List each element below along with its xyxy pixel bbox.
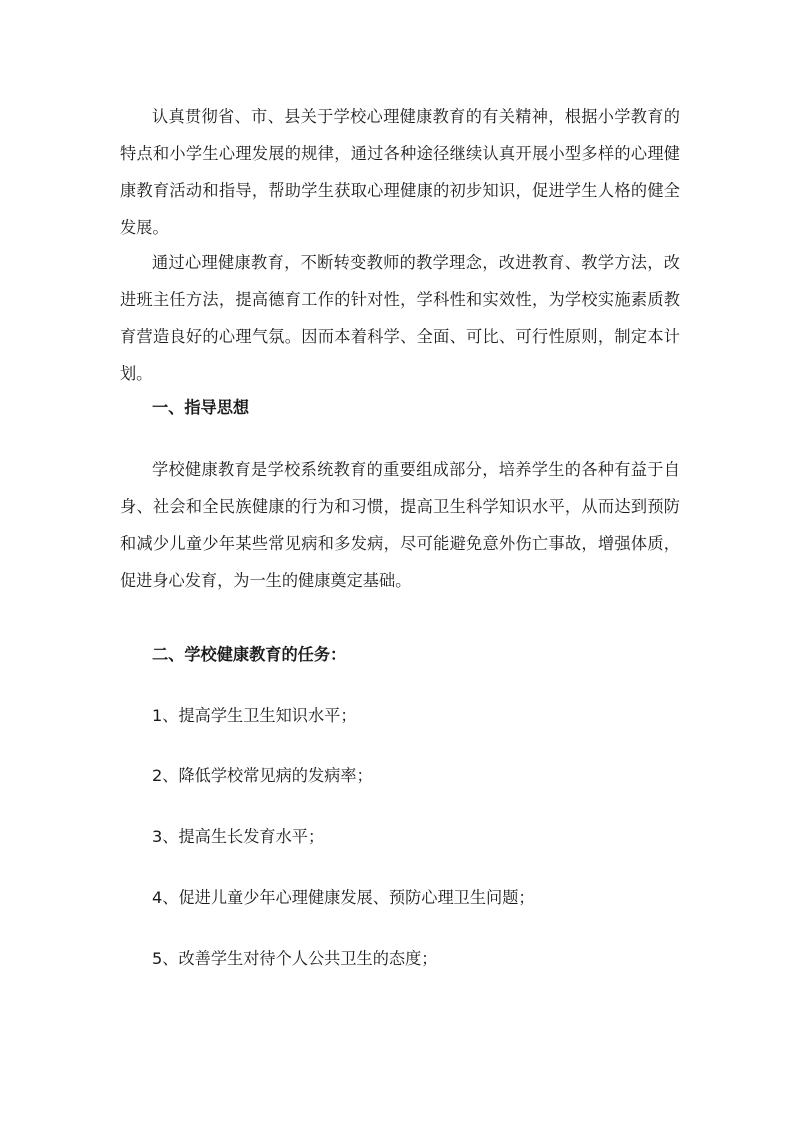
task-list-item: 4、促进儿童少年心理健康发展、预防心理卫生问题；: [152, 888, 535, 907]
task-list-item: 2、降低学校常见病的发病率；: [152, 766, 373, 785]
guiding-ideology-paragraph: 学校健康教育是学校系统教育的重要组成部分，培养学生的各种有益于自身、社会和全民族健康的行为和习惯，提高卫生科学知识水平，从而达到预防和减少儿童少年某些常见病和多发病，尽可能避免意外伤亡事故，增强体质，促进身心发育，为一生的健康奠定基础。: [120, 460, 680, 590]
intro-paragraph-2: 通过心理健康教育，不断转变教师的教学理念，改进教育、教学方法，改进班主任方法，提高德育工作的针对性，学科性和实效性，为学校实施素质教育营造良好的心理气氛。因而本着科学、全面、可比、可行性原则，制定本计划。: [120, 253, 680, 383]
section-heading-guiding-ideology: 一、指导思想: [152, 398, 250, 417]
task-list-item: 3、提高生长发育水平；: [152, 827, 325, 846]
task-list-item: 1、提高学生卫生知识水平；: [152, 706, 357, 725]
task-list-item: 5、改善学生对待个人公共卫生的态度；: [152, 949, 438, 968]
intro-paragraph-1: 认真贯彻省、市、县关于学校心理健康教育的有关精神，根据小学教育的特点和小学生心理发展的规律，通过各种途径继续认真开展小型多样的心理健康教育活动和指导，帮助学生获取心理健康的初步知识，促进学生人格的健全发展。: [120, 107, 680, 237]
section-heading-tasks: 二、学校健康教育的任务：: [152, 645, 347, 664]
